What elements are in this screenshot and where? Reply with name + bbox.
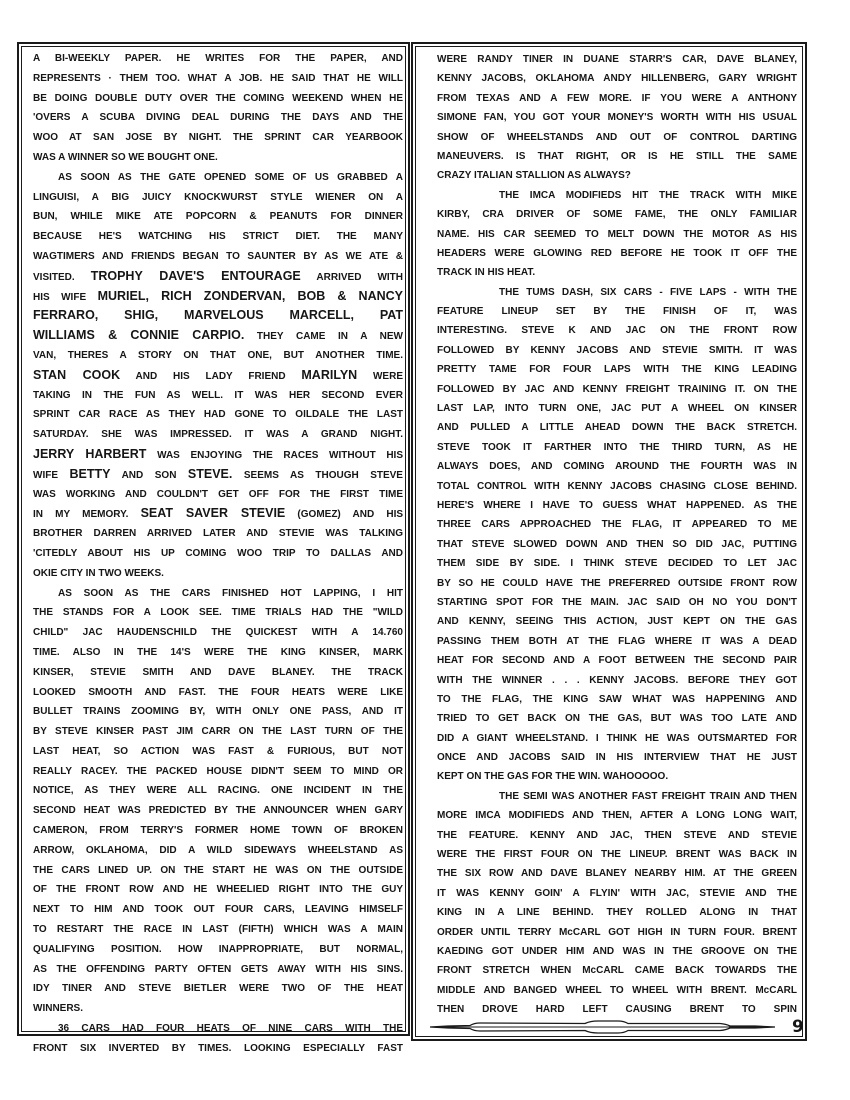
line-text: ORDER UNTIL TERRY McCARL GOT HIGH IN TURN FOUR. BRENT — [437, 926, 797, 938]
text-line — [33, 683, 403, 703]
text-line — [33, 801, 403, 821]
text-line — [33, 247, 403, 267]
highlighted-name: MURIEL, RICH ZONDERVAN, BOB & NANCY — [97, 288, 403, 303]
line-text: REPRESENTS · THEM TOO. WHAT A JOB. HE SAID THAT HE WILL — [33, 72, 403, 84]
line-text: AS SOON AS THE CARS FINISHED HOT LAPPING, I HIT — [58, 587, 403, 599]
text-line — [33, 544, 403, 564]
line-text: VAN, THERES A STORY ON THAT ONE, BUT ANOTHER TIME. — [33, 349, 403, 361]
text-line — [33, 979, 403, 999]
text-line — [437, 671, 797, 690]
line-text: WAGTIMERS AND FRIENDS BEGAN TO SAUNTER BY AS WE ATE & — [33, 250, 403, 262]
text-line — [33, 89, 403, 109]
line-text: THE IMCA MODIFIEDS HIT THE TRACK WITH MIKE — [499, 189, 797, 201]
line-text: A BI-WEEKLY PAPER. HE WRITES FOR THE PAPER, AND — [33, 53, 403, 64]
line-text: BULLET TRAINS ZOOMING BY, WITH ONLY ONE PASS, AND IT — [33, 706, 403, 718]
line-text: QUALIFYING POSITION. HOW INAPPROPRIATE, BUT NORMAL, — [33, 943, 403, 955]
left-column-text — [33, 49, 403, 1059]
text-line — [33, 722, 403, 742]
line-text: FOLLOWED BY KENNY JACOBS AND STEVIE SMITH. IT WAS — [437, 344, 797, 356]
text-line — [437, 438, 797, 457]
text-line — [437, 574, 797, 593]
line-text: OKIE CITY IN TWO WEEKS. — [33, 567, 164, 579]
text-line — [437, 942, 797, 961]
highlighted-name: WILLIAMS & CONNIE CARPIO. — [33, 328, 245, 343]
text-line — [33, 584, 403, 604]
text-line — [437, 399, 797, 418]
line-text: CHILD" JAC HAUDENSCHILD THE QUICKEST WITH A 14.760 — [33, 627, 403, 639]
line-text: THE CARS LINED UP. ON THE START HE WAS ON THE OUTSIDE — [33, 864, 403, 876]
line-text: TRACK IN HIS HEAT. — [437, 267, 536, 279]
text-line — [33, 405, 403, 425]
line-text: THE SEMI WAS ANOTHER FAST FREIGHT TRAIN AND THEN — [499, 790, 797, 802]
text-line — [437, 767, 797, 786]
text-line — [437, 496, 797, 515]
line-text: REALLY RACEY. THE PACKED HOUSE DIDN'T SEEM TO MIND OR — [33, 765, 403, 777]
text-line — [437, 1000, 797, 1019]
text-line — [437, 981, 797, 1000]
line-text: VISITED. — [33, 271, 91, 283]
text-line — [437, 360, 797, 379]
text-line — [33, 128, 403, 148]
line-text: OF THE FRONT ROW AND HE WHEELIED RIGHT INTO THE GUY — [33, 884, 403, 896]
line-text: KEPT ON THE GAS FOR THE WIN. WAHOOOOO. — [437, 771, 669, 783]
text-line — [33, 207, 403, 227]
text-line — [437, 787, 797, 806]
line-text: STARTING SPOT FOR THE MAIN. JAC SAID OH NO YOU DON'T — [437, 596, 797, 608]
line-text: THE SIX ROW AND DAVE BLANEY NEARBY HIM. AT THE GREEN — [437, 868, 797, 880]
line-text: FEATURE LINEUP SET BY THE FINISH OF IT, WAS — [437, 306, 797, 318]
line-text: (GOMEZ) AND HIS — [285, 509, 404, 521]
text-line — [33, 49, 403, 69]
line-text: FRONT STRETCH WHEN McCARL CAME BACK TOWARDS THE — [437, 965, 797, 977]
text-line — [33, 781, 403, 801]
line-text: AS THE OFFENDING PARTY OFTEN GETS AWAY WITH HIS SINS. — [33, 963, 403, 975]
line-text: CRAZY ITALIAN STALLION AS ALWAYS? — [437, 170, 631, 182]
line-text: THAT STEVE SLOWED DOWN AND THEN SO DID JAC, PUTTING — [437, 538, 797, 550]
line-text: BUN, WHILE MIKE ATE POPCORN & PEANUTS FOR DINNER — [33, 211, 403, 223]
line-text: MORE IMCA MODIFIEDS AND THEN, AFTER A LONG LONG WAIT, — [437, 810, 797, 822]
line-text: ONCE AND JACOBS SAID IN HIS INTERVIEW THAT HE JUST — [437, 752, 797, 764]
text-line — [33, 880, 403, 900]
text-line — [33, 821, 403, 841]
text-line — [33, 386, 403, 406]
line-text: AND SON — [110, 469, 188, 481]
line-text: LINGUISI, A BIG JUICY KNOCKWURST STYLE WIENER ON A — [33, 191, 403, 203]
highlighted-name: STAN COOK — [33, 367, 121, 382]
line-text: WAS A WINNER SO WE BOUGHT ONE. — [33, 151, 218, 163]
line-text: SHOW OF WHEELSTANDS AND OUT OF CONTROL DARTING — [437, 131, 797, 143]
line-text: DID A GIANT WHEELSTAND. I THINK HE WAS OUTSMARTED FOR — [437, 732, 797, 744]
line-text: WAS ENJOYING THE RACES WITHOUT HIS — [146, 449, 403, 461]
text-line — [437, 50, 797, 69]
text-line — [33, 940, 403, 960]
text-line — [33, 465, 403, 485]
text-line — [33, 900, 403, 920]
text-line — [437, 341, 797, 360]
text-line — [33, 861, 403, 881]
line-text: WITH THE WINNER . . . KENNY JACOBS. BEFORE THEY GOT — [437, 674, 797, 686]
line-text: TRIED TO GET BACK ON THE GAS, BUT WAS TOO LATE AND — [437, 713, 797, 725]
line-text: SIMONE FAN, YOU GOT YOUR MONEY'S WORTH WITH HIS USUAL — [437, 112, 797, 124]
text-line — [33, 762, 403, 782]
line-text: HEAT FOR SECOND AND A FOOT BETWEEN THE SECOND PAIR — [437, 655, 797, 667]
text-line — [437, 205, 797, 224]
line-text: IDY TINER AND STEVE BIETLER WERE TWO OF THE HEAT — [33, 983, 403, 995]
line-text: WOO AT SAN JOSE BY NIGHT. THE SPRINT CAR YEARBOOK — [33, 132, 403, 144]
line-text: TO THE FLAG, THE KING SAW WHAT WAS HAPPENING AND — [437, 693, 797, 705]
line-text: FROM TEXAS AND A FEW MORE. IF YOU WERE A ANTHONY — [437, 92, 797, 104]
text-line — [33, 108, 403, 128]
line-text: MANEUVERS. IS THAT RIGHT, OR IS HE STILL THE SAME — [437, 150, 797, 162]
line-text: TIME. ALSO IN THE 14'S WERE THE KING KINSER, MARK — [33, 646, 403, 658]
text-line — [33, 366, 403, 386]
text-line — [437, 244, 797, 263]
line-text: WERE — [357, 370, 403, 382]
text-line — [437, 283, 797, 302]
text-line — [437, 263, 797, 282]
line-text: HERE'S WHERE I HAVE TO GUESS WHAT HAPPENED. AS THE — [437, 499, 797, 511]
line-text: KINSER, STEVIE SMITH AND DAVE BLANEY. THE TRACK — [33, 666, 403, 678]
line-text: NOTICE, AS THEY WERE ALL RACING. ONE INCIDENT IN THE — [33, 785, 403, 797]
line-text: CAMERON, FROM TERRY'S FORMER HOME TOWN OF BROKEN — [33, 825, 403, 837]
text-line — [33, 168, 403, 188]
line-text: BE DOING DOUBLE DUTY OVER THE COMING WEEKEND WHEN HE — [33, 92, 403, 104]
text-line — [437, 690, 797, 709]
line-text: WERE RANDY TINER IN DUANE STARR'S CAR, DAVE BLANEY, — [437, 54, 797, 65]
text-line — [33, 425, 403, 445]
text-line — [33, 445, 403, 465]
line-text: STEVE TOOK IT FARTHER INTO THE THIRD TURN, AS HE — [437, 441, 797, 453]
text-line — [437, 632, 797, 651]
line-text: INTERESTING. STEVE K AND JAC ON THE FRONT ROW — [437, 325, 797, 337]
text-line — [33, 960, 403, 980]
line-text: BROTHER DARREN ARRIVED LATER AND STEVIE WAS TALKING — [33, 528, 403, 540]
text-line — [437, 89, 797, 108]
line-text: TOTAL CONTROL WITH KENNY JACOBS CHASING CLOSE BEHIND. — [437, 480, 797, 492]
text-line — [33, 267, 403, 287]
highlighted-name: SEAT SAVER STEVIE — [140, 506, 286, 521]
text-line — [437, 186, 797, 205]
text-line — [33, 69, 403, 89]
line-text: IN MY MEMORY. — [33, 509, 141, 521]
line-text: TO RESTART THE RACE IN LAST (FIFTH) WHICH WAS A MAIN — [33, 924, 403, 936]
line-text: 'OVERS A SCUBA DIVING DEAL DURING THE DAYS AND THE — [33, 112, 403, 124]
line-text: HEADERS WERE GLOWING RED BEFORE HE TOOK IT OFF THE — [437, 247, 797, 259]
line-text: NAME. HIS CAR SEEMED TO MELT DOWN THE MOTOR AS HIS — [437, 228, 797, 240]
text-line — [437, 748, 797, 767]
text-line — [437, 806, 797, 825]
line-text: WIFE — [33, 469, 70, 481]
text-line — [437, 380, 797, 399]
line-text: FRONT SIX INVERTED BY TIMES. LOOKING ESPECIALLY FAST — [33, 1042, 403, 1054]
line-text: THEN DROVE HARD LEFT CAUSING BRENT TO SPIN — [437, 1004, 797, 1016]
highlighted-name: TROPHY DAVE'S ENTOURAGE — [90, 268, 301, 283]
line-text: KENNY JACOBS, OKLAHOMA ANDY HILLENBERG, GARY WRIGHT — [437, 73, 797, 85]
highlighted-name: STEVE. — [187, 466, 233, 481]
text-line — [33, 623, 403, 643]
line-text: THREE CARS APPROACHED THE FLAG, IT APPEARED TO ME — [437, 519, 797, 531]
text-line — [437, 845, 797, 864]
text-line — [437, 826, 797, 845]
line-text: AND HIS LADY FRIEND — [120, 370, 302, 382]
text-line — [33, 188, 403, 208]
text-line — [437, 108, 797, 127]
line-text: SPRINT CAR RACE AS THEY HAD GONE TO OILDALE THE LAST — [33, 409, 403, 421]
line-text: SEEMS AS THOUGH STEVE — [232, 469, 403, 481]
text-line — [437, 593, 797, 612]
line-text: BY STEVE KINSER PAST JIM CARR ON THE LAST TURN OF THE — [33, 726, 403, 738]
text-line — [33, 702, 403, 722]
line-text: THE TUMS DASH, SIX CARS - FIVE LAPS - WITH THE — [499, 286, 797, 298]
text-line — [437, 302, 797, 321]
text-line — [33, 326, 403, 346]
right-column-text — [437, 50, 797, 1020]
line-text: LAST LAP, INTO TURN ONE, JAC PUT A WHEEL ON KINSER — [437, 403, 797, 415]
line-text: HIS WIFE — [33, 291, 98, 303]
text-line — [437, 729, 797, 748]
line-text: THEY CAME IN A NEW — [244, 331, 403, 343]
line-text: BECAUSE HE'S WATCHING HIS STRICT DIET. THE MANY — [33, 231, 403, 243]
line-text: WAS WORKING AND COULDN'T GET OFF FOR THE FIRST TIME — [33, 488, 403, 500]
text-line — [437, 651, 797, 670]
text-line — [33, 742, 403, 762]
text-line — [33, 346, 403, 366]
text-line — [437, 457, 797, 476]
line-text: THE FEATURE. KENNY AND JAC, THEN STEVE AND STEVIE — [437, 829, 797, 841]
text-line — [437, 612, 797, 631]
line-text: SECOND HEAT WAS PREDICTED BY THE ANNOUNCER WHEN GARY — [33, 805, 403, 817]
text-line — [437, 418, 797, 437]
ornamental-rule — [430, 1020, 775, 1034]
line-text: ARRIVED WITH — [300, 271, 403, 283]
text-line — [33, 663, 403, 683]
text-line — [437, 961, 797, 980]
line-text: 'CITEDLY ABOUT HIS UP COMING WOO TRIP TO DALLAS AND — [33, 547, 403, 559]
line-text: KAEDING GOT UNDER HIM AND WAS IN THE GROOVE ON THE — [437, 945, 797, 957]
text-line — [33, 148, 403, 168]
text-line — [437, 321, 797, 340]
page-number: 9 — [792, 1017, 804, 1037]
line-text: THEM SIDE BY SIDE. I THINK STEVE DECIDED TO LET JAC — [437, 558, 797, 570]
highlighted-name: MARILYN — [301, 367, 358, 382]
line-text: ALWAYS DOES, AND COMING AROUND THE FOURTH WAS IN — [437, 461, 797, 473]
text-line — [33, 999, 403, 1019]
line-text: BY SO HE COULD HAVE THE PREFERRED OUTSIDE FRONT ROW — [437, 577, 797, 589]
text-line — [437, 535, 797, 554]
text-line — [33, 1039, 403, 1059]
line-text: AS SOON AS THE GATE OPENED SOME OF US GRABBED A — [58, 171, 403, 183]
text-line — [437, 147, 797, 166]
line-text: THE STANDS FOR A LOOK SEE. TIME TRIALS HAD THE "WILD — [33, 607, 403, 619]
text-line — [437, 515, 797, 534]
text-line — [33, 643, 403, 663]
text-line — [33, 841, 403, 861]
text-line — [437, 923, 797, 942]
line-text: 36 CARS HAD FOUR HEATS OF NINE CARS WITH THE — [58, 1023, 403, 1035]
line-text: TAKING IN THE FUN AS WELL. IT WAS HER SECOND EVER — [33, 389, 403, 401]
line-text: AND KENNY, SEEING THIS ACTION, JUST KEPT ON THE GAS — [437, 616, 797, 628]
text-line — [33, 306, 403, 326]
line-text: LOOKED SMOOTH AND FAST. THE FOUR HEATS WERE LIKE — [33, 686, 403, 698]
text-line — [437, 477, 797, 496]
text-line — [33, 603, 403, 623]
text-line — [437, 884, 797, 903]
text-line — [437, 225, 797, 244]
text-line — [437, 69, 797, 88]
text-line — [437, 166, 797, 185]
text-line — [33, 485, 403, 505]
line-text: NEXT TO HIM AND TOOK OUT FOUR CARS, LEAVING HIMSELF — [33, 904, 403, 916]
highlighted-name: FERRARO, SHIG, MARVELOUS MARCELL, PAT — [33, 308, 403, 323]
line-text: KIRBY, CRA DRIVER OF SOME FAME, THE ONLY FAMILIAR — [437, 209, 797, 221]
line-text: WINNERS. — [33, 1003, 83, 1015]
line-text: PRETTY TAME FOR FOUR LAPS WITH THE KING LEADING — [437, 364, 797, 376]
line-text: AND PULLED A LITTLE AHEAD DOWN THE BACK STRETCH. — [437, 422, 797, 434]
text-line — [33, 1019, 403, 1039]
line-text: MIDDLE AND BANGED WHEEL TO WHEEL WITH BRENT. McCARL — [437, 984, 797, 996]
line-text: PASSING THEM BOTH AT THE FLAG WHERE IT WAS A DEAD — [437, 635, 797, 647]
text-line — [437, 128, 797, 147]
text-line — [33, 524, 403, 544]
text-line — [33, 287, 403, 307]
text-line — [437, 903, 797, 922]
text-line — [437, 554, 797, 573]
line-text: LAST HEAT, SO ACTION WAS FAST & FURIOUS, BUT NOT — [33, 745, 403, 757]
text-line — [33, 920, 403, 940]
highlighted-name: JERRY HARBERT — [33, 446, 147, 461]
text-line — [437, 864, 797, 883]
text-line — [33, 564, 403, 584]
text-line — [33, 227, 403, 247]
text-line — [437, 709, 797, 728]
line-text: ARROW, OKLAHOMA, DID A WILD SIDEWAYS WHEELSTAND AS — [33, 844, 403, 856]
line-text: SATURDAY. SHE WAS IMPRESSED. IT WAS A GRAND NIGHT. — [33, 429, 403, 441]
text-line — [33, 504, 403, 524]
line-text: KING IN A LINE BEHIND. THEY ROLLED ALONG IN THAT — [437, 907, 797, 919]
line-text: WERE THE FIRST FOUR ON THE LINEUP. BRENT WAS BACK IN — [437, 849, 797, 861]
highlighted-name: BETTY — [69, 466, 111, 481]
line-text: FOLLOWED BY JAC AND KENNY FREIGHT TRAINING IT. ON THE — [437, 383, 797, 395]
line-text: IT WAS KENNY GOIN' A FLYIN' WITH JAC, STEVIE AND THE — [437, 887, 797, 899]
